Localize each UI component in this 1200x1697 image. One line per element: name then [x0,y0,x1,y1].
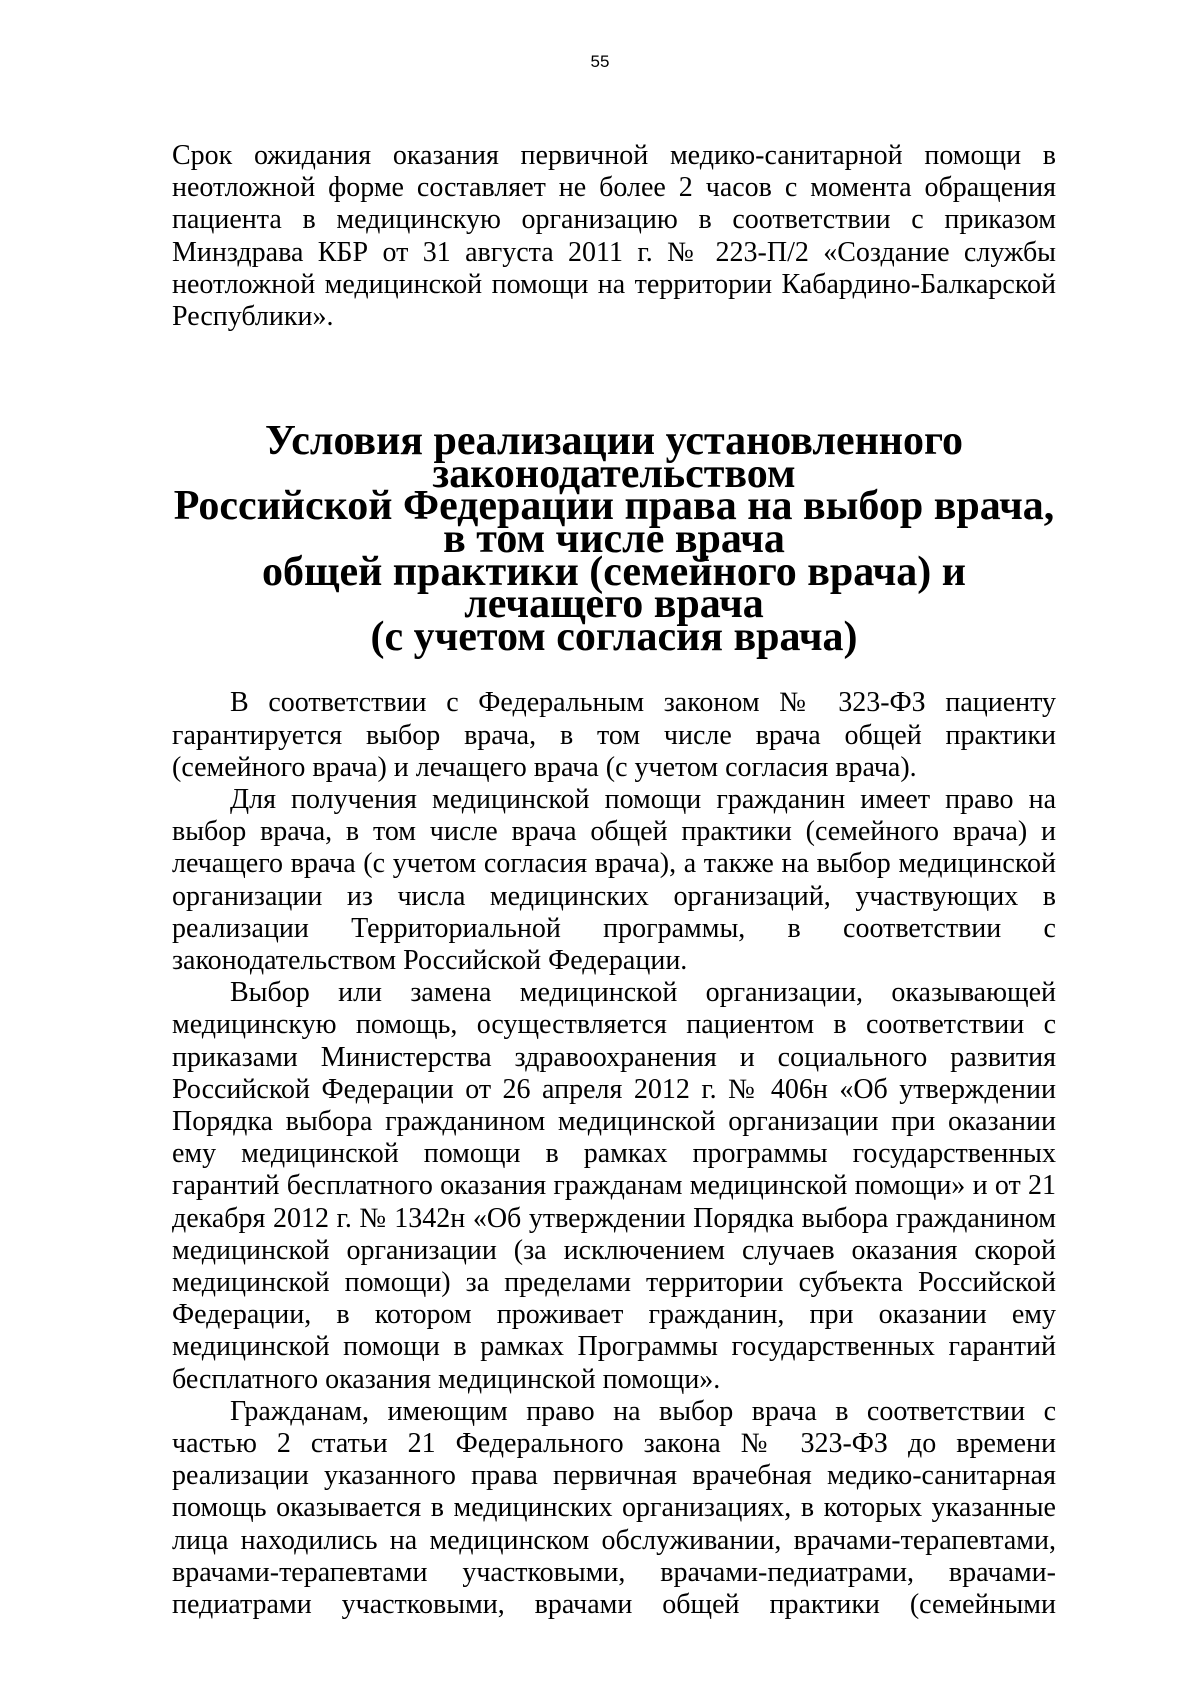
intro-paragraph: Срок ожидания оказания первичной медико-санитарной помощи в неотложной форме составляет не более 2 часов с момента обращения пациента в медицинскую организацию в соответствии с приказом Минздрава КБР от 31 августа 2011 г. № 223-П/2 «Создание службы неотложной медицинской помощи на территории Кабардино-Балкарской Республики». [172,140,1056,333]
document-body [172,140,1056,1621]
section-heading-line: (с учетом согласия врача) [370,613,858,660]
section-heading [172,418,1056,660]
body-paragraph: В соответствии с Федеральным законом № 323-ФЗ пациенту гарантируется выбор врача, в том числе врача общей практики (семейного врача) и лечащего врача (с учетом согласия врача). [172,687,1056,783]
body-paragraph: Гражданам, имеющим право на выбор врача в соответствии с частью 2 статьи 21 Федерального закона № 323-ФЗ до времени реализации указанного права первичная врачебная медико-санитарная помощь оказывается в медицинских организациях, в которых указанные лица находились на медицинском обслуживании, врачами-терапевтами, врачами-терапевтами участковыми, врачами-педиатрами, врачами-педиатрами участковыми, врачами общей практики (семейными [172,1395,1056,1621]
section-heading-line: общей практики (семейного врача) и лечащего врача [262,548,966,628]
body-paragraph: Выбор или замена медицинской организации, оказывающей медицинскую помощь, осуществляется пациентом в соответствии с приказами Министерства здравоохранения и социального развития Российской Федерации от 26 апреля 2012 г. № 406н «Об утверждении Порядка выбора гражданином медицинской организации при оказании ему медицинской помощи в рамках программы государственных гарантий бесплатного оказания гражданам медицинской помощи» и от 21 декабря 2012 г. № 1342н «Об утверждении Порядка выбора гражданином медицинской организации (за исключением случаев оказания скорой медицинской помощи) за пределами территории субъекта Российской Федерации, в котором проживает гражданин, при оказании ему медицинской помощи в рамках Программы государственных гарантий бесплатного оказания медицинской помощи». [172,977,1056,1395]
section-heading-line: Российской Федерации права на выбор врача, в том числе врача [173,483,1055,562]
body-paragraph: Для получения медицинской помощи гражданин имеет право на выбор врача, в том числе врача общей практики (семейного врача) и лечащего врача (с учетом согласия врача), а также на выбор медицинской организации из числа медицинских организаций, участвующих в реализации Территориальной программы, в соответствии с законодательством Российской Федерации. [172,783,1056,976]
page-number: 55 [590,52,610,71]
section-heading-line: Условия реализации установленного законодательством [264,418,964,497]
